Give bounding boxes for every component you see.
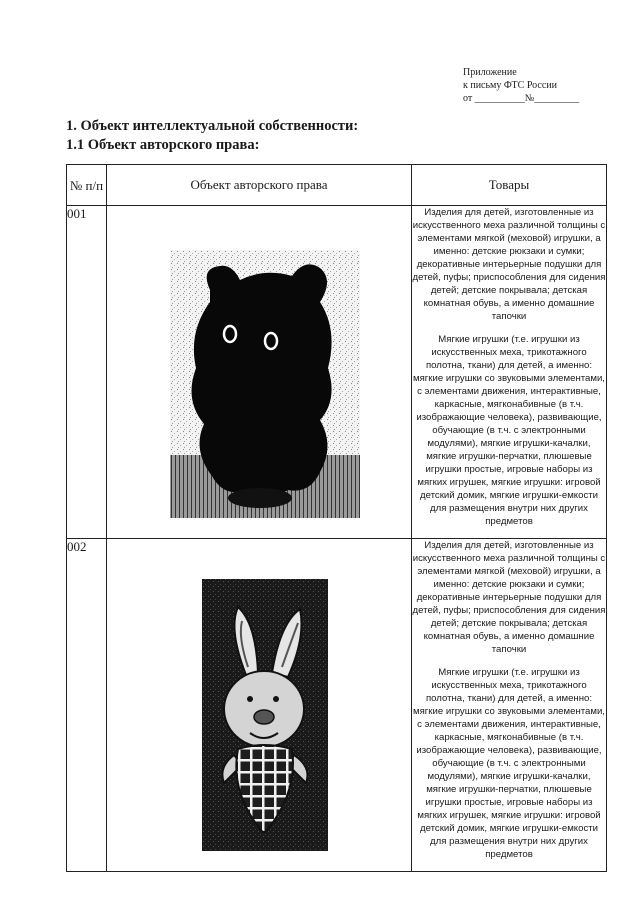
column-header-number: № п/п [67, 165, 107, 206]
column-header-goods: Товары [412, 165, 607, 206]
goods-description [412, 539, 607, 872]
subsection-heading: 1.1 Объект авторского права: [66, 137, 260, 153]
header-line-date-number: от __________№_________ [463, 93, 580, 104]
row-number: 002 [67, 539, 107, 872]
goods-paragraph-soft-toys: Мягкие игрушки (т.е. игрушки из искусственных меха, трикотажного полотна, ткани) для детей, а именно: мягкие игрушки со звуковыми элементами, с элементами движения, интерактивные, каркасные, мягконабивные (в т.ч. изображающие человека), развивающие, обучающие (в т.ч. с электронными модулями), мягкие игрушки-качалки, мягкие игрушки-перчатки, плюшевые игрушки простые, игровые наборы из мягких игрушек, мягкие игрушки: игровой детский домик, мягкие игрушки-емкости для размещения внутри них других предметов [413, 667, 605, 860]
piglet-character-image [202, 579, 328, 851]
goods-description [412, 206, 607, 539]
header-line-attachment: Приложение [463, 67, 517, 78]
header-line-letter: к письму ФТС России [463, 80, 557, 91]
table-header-row [67, 165, 607, 206]
bear-character-image [170, 250, 360, 518]
goods-paragraph-children-items: Изделия для детей, изготовленные из искусственного меха различной толщины с элементами мягкой (меховой) игрушки, а именно: детские рюкзаки и сумки; декоративные интерьерные подушки для детей, пуфы; приспособления для сидения детей; детские покрывала; детская комнатная обувь, а именно домашние тапочки [412, 207, 606, 322]
goods-paragraph-children-items: Изделия для детей, изготовленные из искусственного меха различной толщины с элементами мягкой (меховой) игрушки, а именно: детские рюкзаки и сумки; декоративные интерьерные подушки для детей, пуфы; приспособления для сидения детей; детские покрывала; детская комнатная обувь, а именно домашние тапочки [412, 540, 606, 655]
object-image-cell [107, 539, 412, 872]
section-heading: 1. Объект интеллектуальной собственности: [66, 118, 359, 134]
table-row [67, 539, 607, 872]
row-number: 001 [67, 206, 107, 539]
copyright-objects-table [66, 164, 607, 872]
table-row [67, 206, 607, 539]
column-header-object: Объект авторского права [107, 165, 412, 206]
letter-attachment-header [463, 66, 613, 105]
goods-paragraph-soft-toys: Мягкие игрушки (т.е. игрушки из искусственных меха, трикотажного полотна, ткани) для детей, а именно: мягкие игрушки со звуковыми элементами, с элементами движения, интерактивные, каркасные, мягконабивные (в т.ч. изображающие человека), развивающие, обучающие (в т.ч. с электронными модулями), мягкие игрушки-качалки, мягкие игрушки-перчатки, плюшевые игрушки простые, игровые наборы из мягких игрушек, мягкие игрушки: игровой детский домик, мягкие игрушки-емкости для размещения внутри них других предметов [413, 334, 605, 527]
object-image-cell [107, 206, 412, 539]
